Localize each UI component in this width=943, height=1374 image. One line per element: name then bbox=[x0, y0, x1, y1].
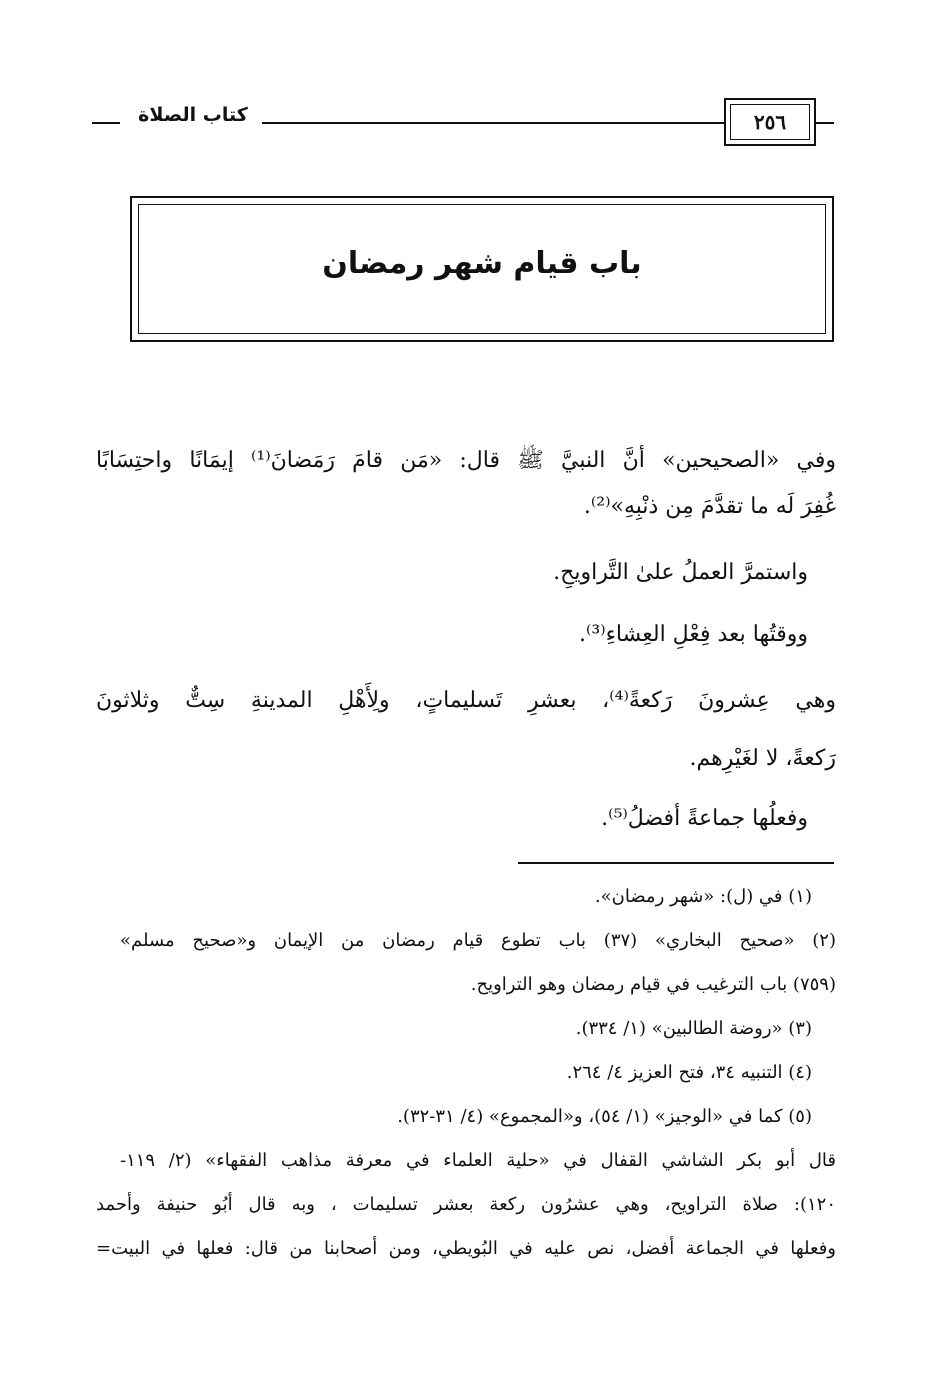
body-line-4: ووقتُها بعد فِعْلِ العِشاءِ⁽³⁾. bbox=[578, 622, 808, 647]
footnote-1: (١) في (ل): «شهر رمضان». bbox=[594, 886, 812, 907]
footnote-2-line-2: (٧٥٩) باب الترغيب في قيام رمضان وهو التراويح. bbox=[470, 974, 836, 995]
header-rule-right-short bbox=[816, 122, 834, 124]
body-line-2: غُفِرَ لَه ما تقدَّمَ مِن ذنْبِهِ»⁽²⁾. bbox=[583, 494, 836, 519]
footnote-5: (٥) كما في «الوجيز» (١/ ٥٤)، و«المجموع» (٤/ ٣١-٣٢). bbox=[397, 1106, 812, 1127]
header-rule-left-short bbox=[92, 122, 120, 124]
body-line-6: رَكعةً، لا لغَيْرِهم. bbox=[689, 746, 836, 771]
footnote-5-line-2: قال أبو بكر الشاشي القفال في «حلية العلماء في معرفة مذاهب الفقهاء» (٢/ ١١٩- bbox=[120, 1150, 836, 1171]
page-number: ٢٥٦ bbox=[753, 110, 787, 134]
footnote-3: (٣) «روضة الطالبين» (١/ ٣٣٤). bbox=[575, 1018, 812, 1039]
chapter-title-frame bbox=[130, 196, 834, 342]
footnote-5-line-4: وفعلها في الجماعة أفضل، نص عليه في البُويطي، ومن أصحابنا من قال: فعلها في البيت= bbox=[96, 1238, 836, 1259]
footnote-separator bbox=[518, 862, 834, 864]
footnote-4: (٤) التنبيه ٣٤، فتح العزيز ٤/ ٢٦٤. bbox=[566, 1062, 812, 1083]
body-line-1: وفي «الصحيحين» أنَّ النبيَّ ﷺ قال: «مَن قامَ رَمَضانَ⁽¹⁾ إيمَانًا واحتِسَابًا bbox=[96, 448, 836, 473]
body-line-7: وفعلُها جماعةً أفضلُ⁽⁵⁾. bbox=[601, 806, 808, 831]
footnote-5-line-3: ١٢٠): صلاة التراويح، وهي عشرُون ركعة بعشر تسليمات ، وبه قال أبُو حنيفة وأحمد bbox=[96, 1194, 836, 1215]
body-line-3: واستمرَّ العملُ علىٰ التَّراويحِ. bbox=[553, 560, 808, 585]
body-line-5: وهي عِشرونَ رَكعةً⁽⁴⁾، بعشرِ تَسليماتٍ، ولِأَهْلِ المدينةِ سِتٌّ وثلاثونَ bbox=[96, 688, 836, 713]
running-header-title: كتاب الصلاة bbox=[138, 104, 248, 126]
header-rule-middle bbox=[262, 122, 724, 124]
footnote-2-line-1: (٢) «صحيح البخاري» (٣٧) باب تطوع قيام رمضان من الإيمان و«صحيح مسلم» bbox=[120, 930, 836, 951]
chapter-title: باب قيام شهر رمضان bbox=[322, 246, 642, 281]
page-number-box bbox=[724, 98, 816, 146]
